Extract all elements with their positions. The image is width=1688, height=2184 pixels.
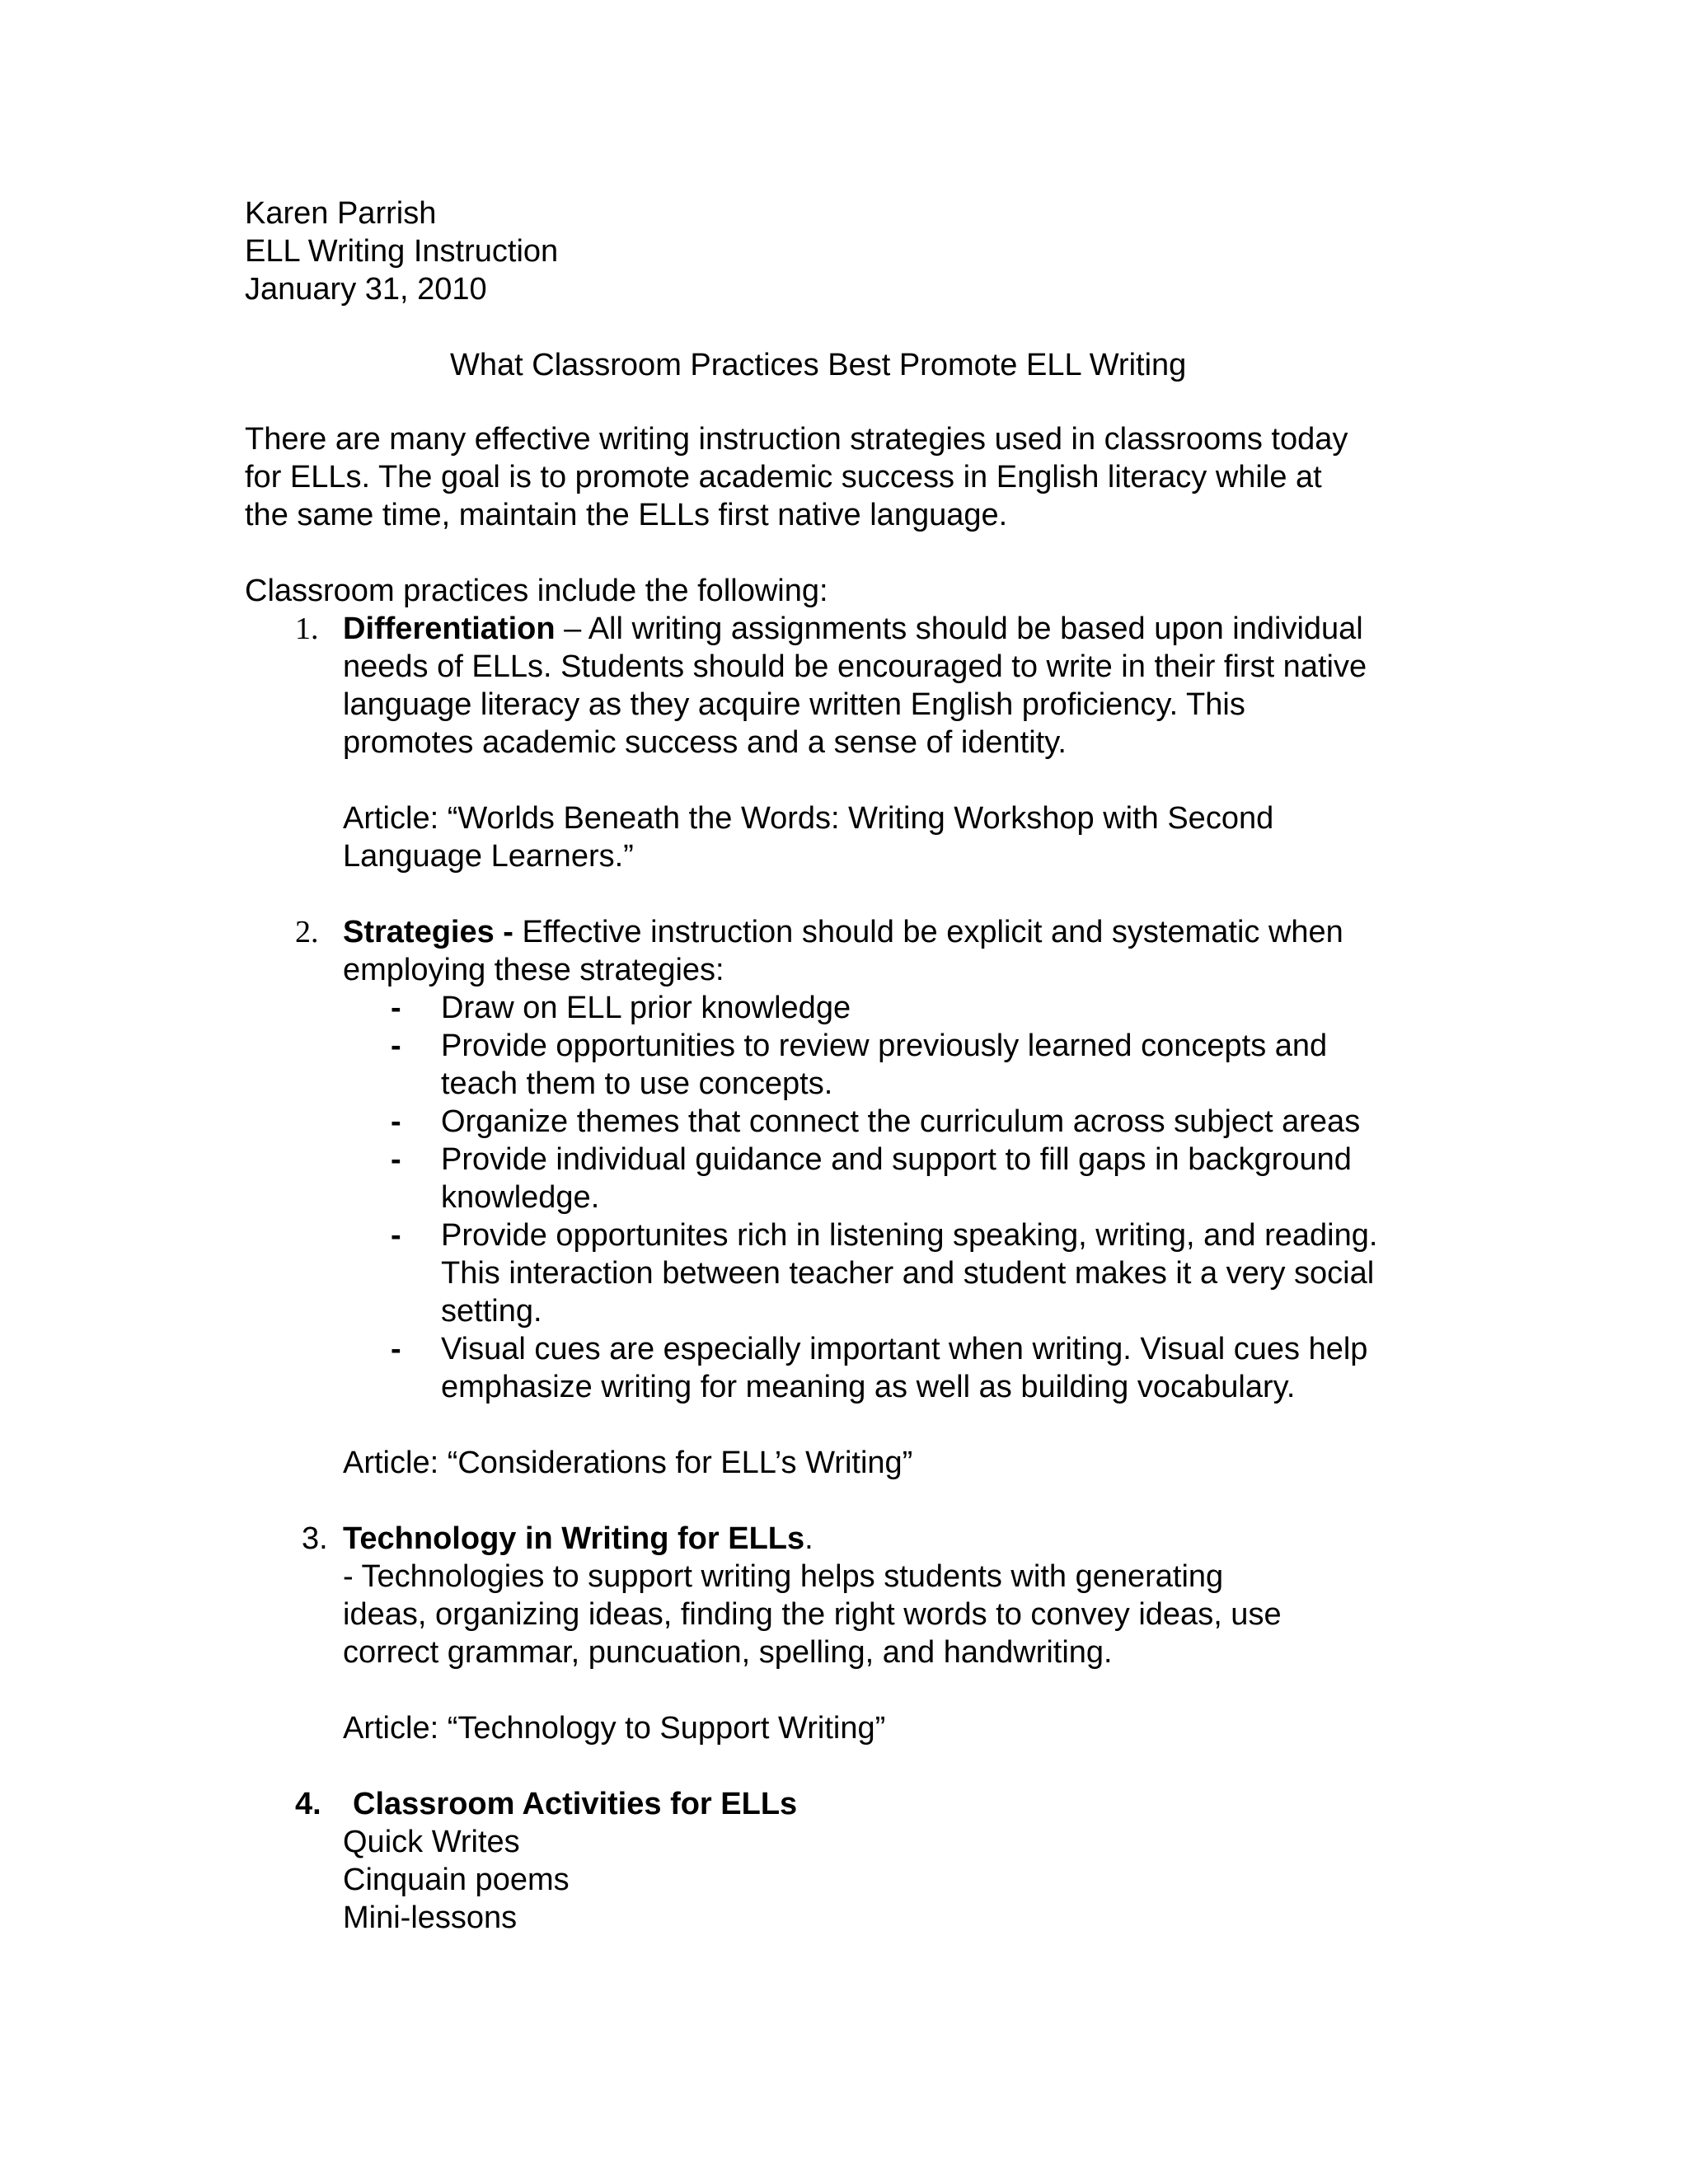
bullet-line: Provide opportunites rich in listening speaking, writing, and reading. [441, 1218, 1378, 1253]
item-heading: Strategies - [343, 915, 513, 949]
bullet-marker: - [391, 991, 401, 1025]
bullet-item [441, 1141, 1455, 1216]
bullet-item [441, 1330, 1455, 1406]
activity-item: Cinquain poems [343, 1863, 570, 1897]
bullet-item [441, 1103, 1455, 1141]
item-body [343, 1520, 1447, 1671]
item-line: promotes academic success and a sense of identity. [343, 725, 1067, 760]
item-line: - Technologies to support writing helps students with generating [343, 1559, 1224, 1594]
activity-item: Quick Writes [343, 1825, 520, 1859]
bullet-line: knowledge. [441, 1180, 600, 1215]
intro-paragraph [245, 420, 1440, 534]
intro-line: the same time, maintain the ELLs first native language. [245, 498, 1008, 532]
article-line: Article: “Worlds Beneath the Words: Writing Workshop with Second [343, 801, 1274, 836]
bullet-marker: - [391, 1332, 401, 1366]
bullet-marker: - [391, 1218, 401, 1253]
list-intro-label: Classroom practices include the following: [245, 574, 828, 608]
author-name: Karen Parrish [245, 196, 437, 231]
bullet-marker: - [391, 1104, 401, 1139]
bullet-line: This interaction between teacher and student makes it a very social [441, 1256, 1375, 1291]
item-line: correct grammar, puncuation, spelling, and handwriting. [343, 1635, 1113, 1670]
activity-list [343, 1823, 1447, 1937]
article-line: Language Learners.” [343, 839, 634, 874]
article-reference [343, 799, 1447, 875]
intro-line: There are many effective writing instruction strategies used in classrooms today [245, 422, 1348, 457]
item-line: employing these strategies: [343, 953, 724, 987]
item-heading-suffix: . [804, 1521, 814, 1556]
intro-line: for ELLs. The goal is to promote academic success in English literacy while at [245, 460, 1322, 494]
bullet-line: Visual cues are especially important when writing. Visual cues help [441, 1332, 1368, 1366]
item-number: 1. [295, 612, 319, 646]
bullet-line: Provide individual guidance and support to fill gaps in background [441, 1142, 1352, 1177]
item-line: language literacy as they acquire written English proficiency. This [343, 687, 1245, 722]
course-name: ELL Writing Instruction [245, 234, 559, 269]
item-heading-suffix: – All writing assignments should be based upon individual [555, 612, 1363, 646]
bullet-item [441, 989, 1455, 1027]
item-number: 2. [295, 915, 319, 949]
document-title: What Classroom Practices Best Promote ELL Writing [450, 348, 1187, 382]
item-line: ideas, organizing ideas, finding the right words to convey ideas, use [343, 1597, 1282, 1632]
bullet-marker: - [391, 1029, 401, 1063]
item-heading: Classroom Activities for ELLs [353, 1787, 798, 1821]
bullet-line: Provide opportunities to review previously learned concepts and [441, 1029, 1328, 1063]
bullet-line: Draw on ELL prior knowledge [441, 991, 851, 1025]
document-date: January 31, 2010 [245, 272, 487, 307]
article-line: Article: “Technology to Support Writing” [343, 1711, 886, 1746]
item-line: needs of ELLs. Students should be encouraged to write in their first native [343, 649, 1367, 684]
item-heading-suffix: Effective instruction should be explicit and systematic when [513, 915, 1343, 949]
article-line: Article: “Considerations for ELL’s Writing” [343, 1446, 913, 1480]
bullet-line: setting. [441, 1294, 542, 1329]
item-heading-row [353, 1785, 1457, 1823]
article-reference [343, 1709, 1447, 1747]
bullet-item [441, 1216, 1455, 1330]
article-reference [343, 1444, 1447, 1482]
activity-item: Mini-lessons [343, 1900, 518, 1935]
item-heading: Differentiation [343, 612, 556, 646]
bullet-item [441, 1027, 1455, 1103]
item-heading: Technology in Writing for ELLs [343, 1521, 805, 1556]
bullet-line: teach them to use concepts. [441, 1066, 833, 1101]
item-number: 4. [295, 1787, 321, 1821]
item-body [343, 913, 1447, 989]
bullet-line: Organize themes that connect the curriculum across subject areas [441, 1104, 1361, 1139]
item-number: 3. [302, 1521, 328, 1556]
item-body [343, 610, 1447, 762]
bullet-marker: - [391, 1142, 401, 1177]
bullet-line: emphasize writing for meaning as well as building vocabulary. [441, 1370, 1296, 1404]
document-header [245, 194, 558, 308]
